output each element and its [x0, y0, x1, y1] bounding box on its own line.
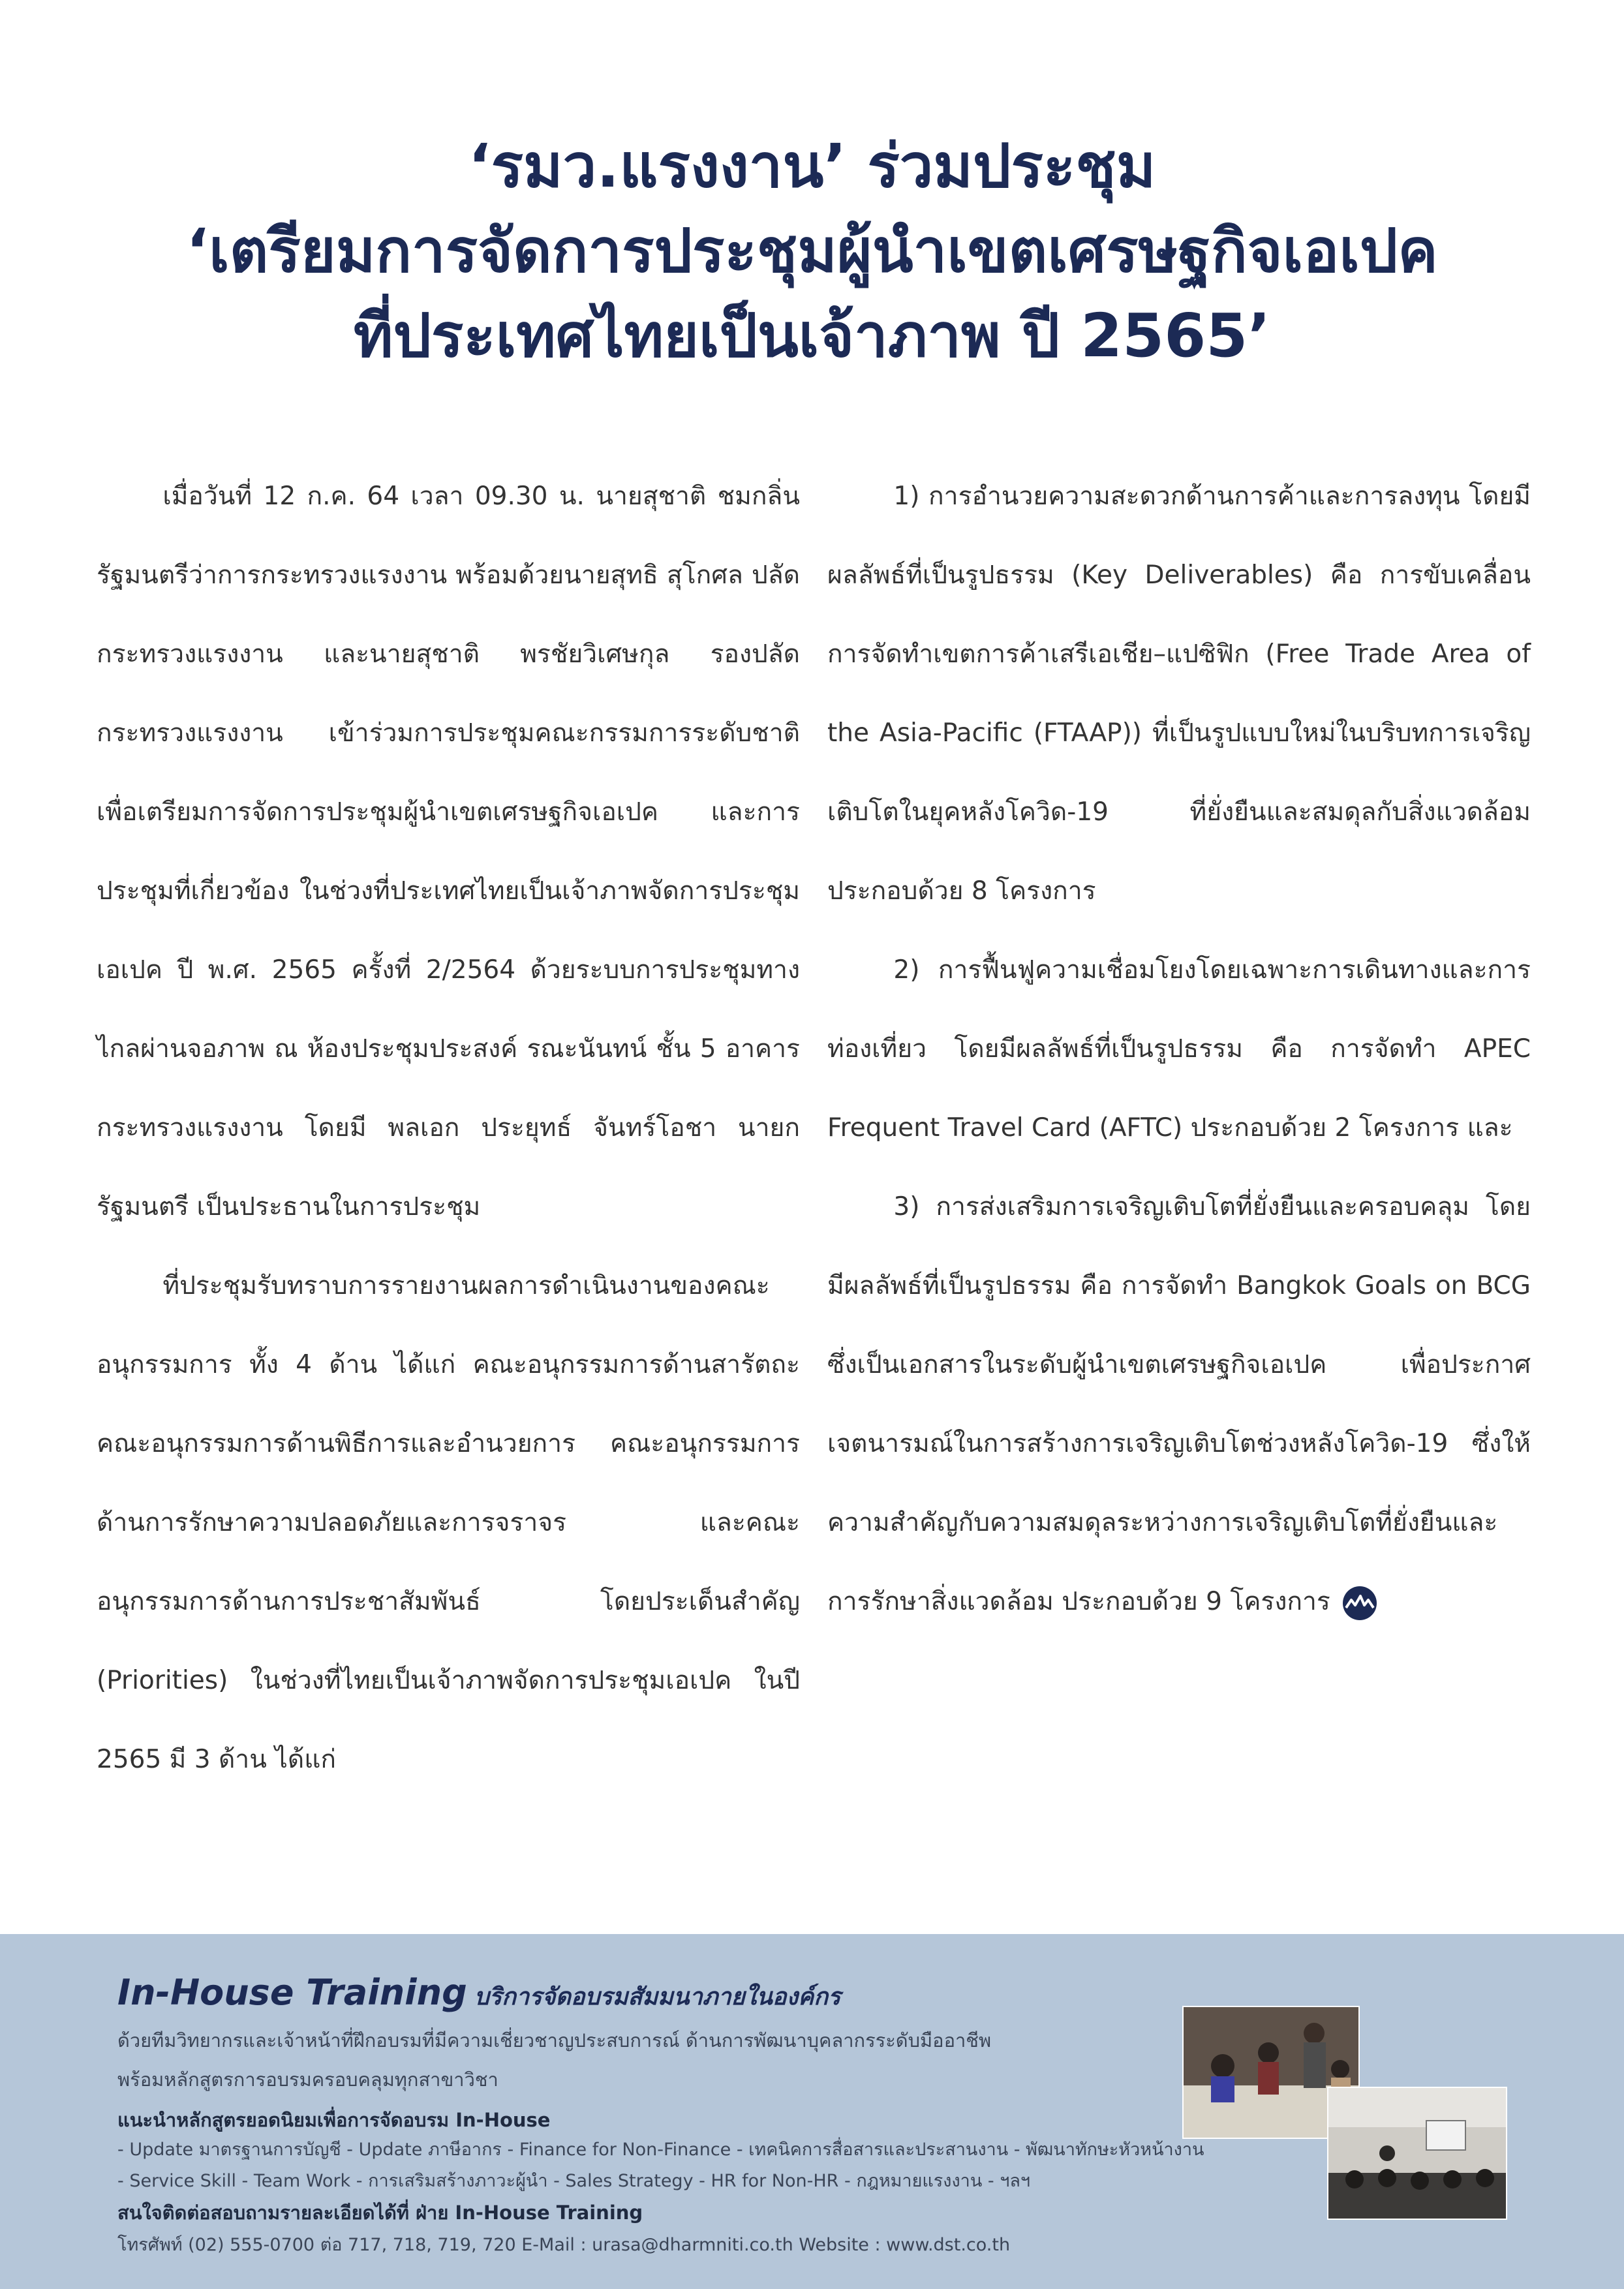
article-paragraph-text: 3) การส่งเสริมการเจริญเติบโตที่ยั่งยืนและครอบคลุม โดยมีผลลัพธ์ที่เป็นรูปธรรม คือ การจัดทำ Bangkok Goals on BCG ซึ่งเป็นเอกสารในระดับผู้นำเขตเศรษฐกิจเอเปค เพื่อประกาศเจตนารมณ์ในการสร้างการเจริญเติบโตช่วงหลังโควิด-19 ซึ่งให้ความสำคัญกับความสมดุลระหว่างการเจริญเติบโตที่ยั่งยืนและการรักษาสิ่งแวดล้อม ประกอบด้วย 9 โครงการ [827, 1192, 1531, 1616]
footer-brand-subtitle: บริการจัดอบรมสัมมนาภายในองค์กร [474, 1984, 841, 2010]
footer-contact-line: โทรศัพท์ (02) 555-0700 ต่อ 717, 718, 719, 720 E-Mail : urasa@dharmniti.co.th Website : www.dst.co.th [117, 2235, 1011, 2255]
article-right-column [827, 457, 1531, 1641]
article-paragraph: เมื่อวันที่ 12 ก.ค. 64 เวลา 09.30 น. นายสุชาติ ชมกลิ่น รัฐมนตรีว่าการกระทรวงแรงงาน พร้อมด้วยนายสุทธิ สุโกศล ปลัดกระทรวงแรงงาน และนายสุชาติ พรชัยวิเศษกุล รองปลัดกระทรวงแรงงาน เข้าร่วมการประชุมคณะกรรมการระดับชาติ เพื่อเตรียมการจัดการประชุมผู้นำเขตเศรษฐกิจเอเปค และการประชุมที่เกี่ยวข้อง ในช่วงที่ประเทศไทยเป็นเจ้าภาพจัดการประชุมเอเปค ปี พ.ศ. 2565 ครั้งที่ 2/2564 ด้วยระบบการประชุมทางไกลผ่านจอภาพ ณ ห้องประชุมประสงค์ รณะนันทน์ ชั้น 5 อาคารกระทรวงแรงงาน โดยมี พลเอก ประยุทธ์ จันทร์โอชา นายกรัฐมนตรี เป็นประธานในการประชุม [97, 482, 800, 1221]
headline-line-1: ‘รมว.แรงงาน’ ร่วมประชุม [468, 131, 1156, 201]
article-paragraph-last [827, 1167, 1531, 1641]
article-paragraph: 1) การอำนวยความสะดวกด้านการค้าและการลงทุน โดยมีผลลัพธ์ที่เป็นรูปธรรม (Key Deliverables) คือ การขับเคลื่อนการจัดทำเขตการค้าเสรีเอเชีย–แปซิฟิก (Free Trade Area of the Asia-Pacific (FTAAP)) ที่เป็นรูปแบบใหม่ในบริบทการเจริญเติบโตในยุคหลังโควิด-19 ที่ยั่งยืนและสมดุลกับสิ่งแวดล้อม ประกอบด้วย 8 โครงการ [827, 482, 1531, 906]
article-paragraph: 2) การฟื้นฟูความเชื่อมโยงโดยเฉพาะการเดินทางและการท่องเที่ยว โดยมีผลลัพธ์ที่เป็นรูปธรรม คือ การจัดทำ APEC Frequent Travel Card (AFTC) ประกอบด้วย 2 โครงการ และ [827, 955, 1531, 1143]
footer-description-2: พร้อมหลักสูตรการอบรมครอบคลุมทุกสาขาวิชา [117, 2068, 498, 2091]
headline-line-2: ‘เตรียมการจัดการประชุมผู้นำเขตเศรษฐกิจเอเปค [186, 216, 1438, 286]
footer-courses-2: - Service Skill - Team Work - การเสริมสร้างภาวะผู้นำ - Sales Strategy - HR for Non-HR - กฎหมายแรงงาน - ฯลฯ [117, 2171, 1031, 2191]
end-of-article-logo-icon [1342, 1586, 1377, 1621]
footer-brand-title: In-House Training [117, 1972, 467, 2013]
article-paragraph: ที่ประชุมรับทราบการรายงานผลการดำเนินงานของคณะอนุกรรมการ ทั้ง 4 ด้าน ได้แก่ คณะอนุกรรมการด้านสารัตถะ คณะอนุกรรมการด้านพิธีการและอำนวยการ คณะอนุกรรมการด้านการรักษาความปลอดภัยและการจราจร และคณะอนุกรรมการด้านการประชาสัมพันธ์ โดยประเด็นสำคัญ (Priorities) ในช่วงที่ไทยเป็นเจ้าภาพจัดการประชุมเอเปค ในปี 2565 มี 3 ด้าน ได้แก่ [97, 1271, 800, 1774]
footer-courses-1: - Update มาตรฐานการบัญชี - Update ภาษีอากร - Finance for Non-Finance - เทคนิคการสื่อสารและประสานงาน - พัฒนาทักษะหัวหน้างาน [117, 2140, 1204, 2160]
headline-line-3: ที่ประเทศไทยเป็นเจ้าภาพ ปี 2565’ [353, 301, 1271, 371]
training-photo-2 [1327, 2087, 1507, 2220]
footer-brand [117, 1972, 840, 2015]
footer-description-1: ด้วยทีมวิทยากรและเจ้าหน้าที่ฝึกอบรมที่มีความเชี่ยวชาญประสบการณ์ ด้านการพัฒนาบุคลากรระดับมืออาชีพ [117, 2029, 992, 2051]
article-left-column [97, 457, 800, 1799]
footer-recommend-heading: แนะนำหลักสูตรยอดนิยมเพื่อการจัดอบรม In-House [117, 2109, 551, 2131]
headline [0, 124, 1624, 378]
footer-contact-heading: สนใจติดต่อสอบถามรายละเอียดได้ที่ ฝ่าย In-House Training [117, 2202, 643, 2224]
